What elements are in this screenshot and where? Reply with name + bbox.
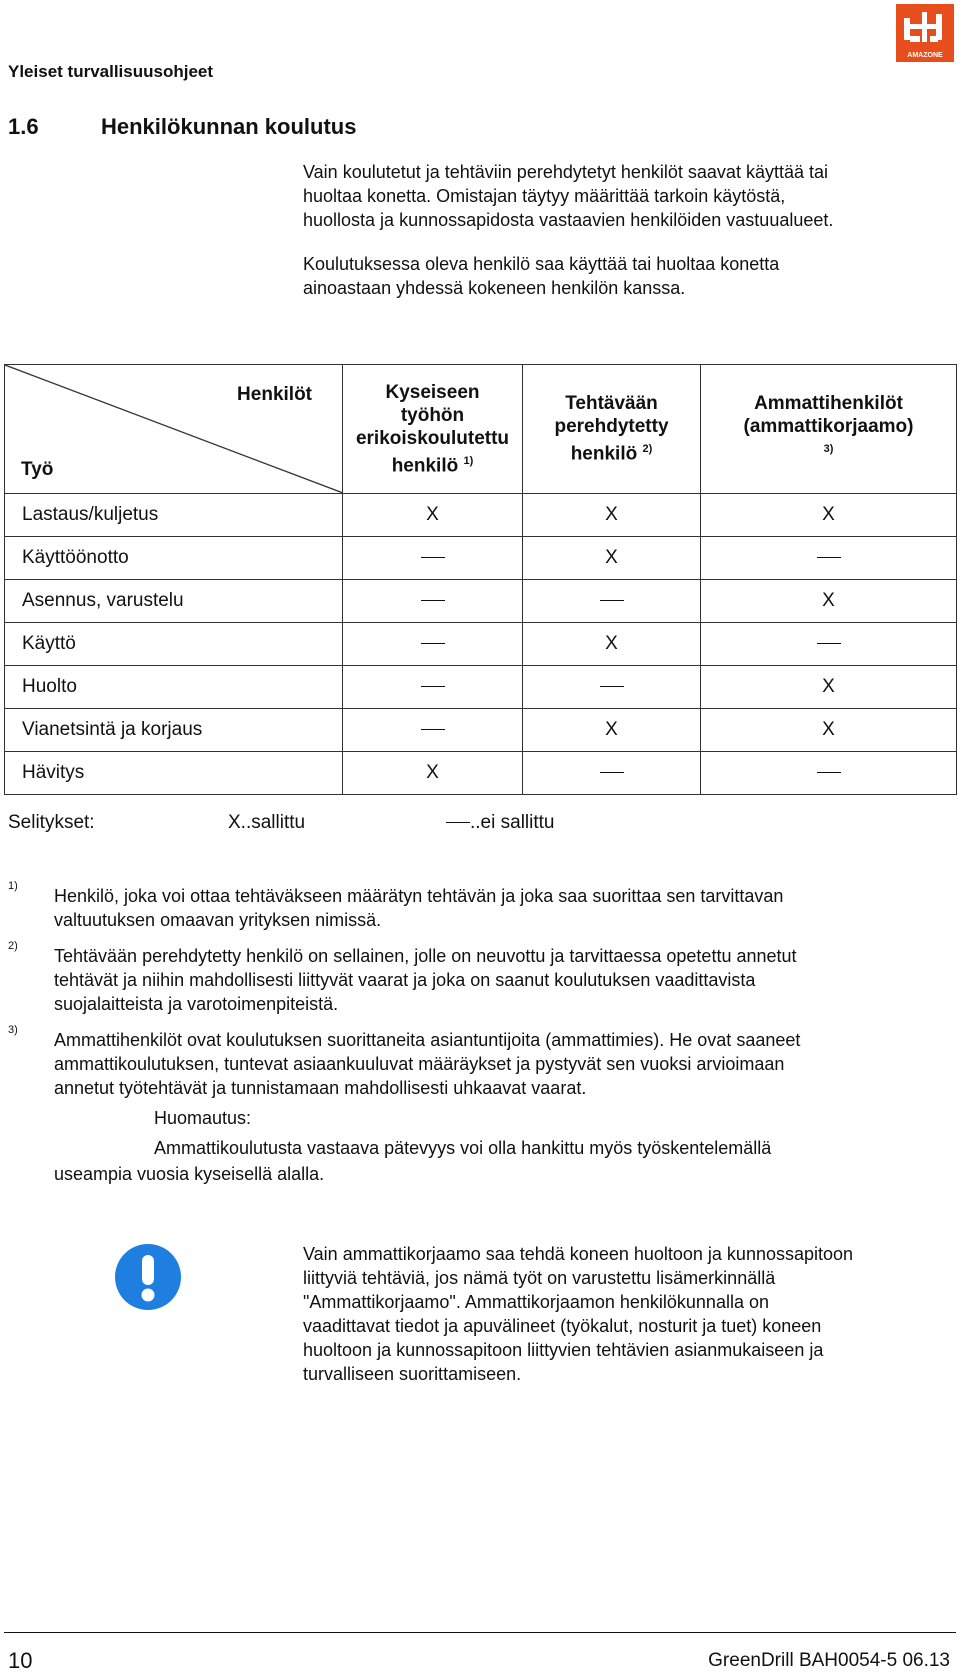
text-line: huollosta ja kunnossapidosta vastaavien henkilöiden vastuualueet. — [303, 210, 834, 230]
row-label: Vianetsintä ja korjaus — [5, 709, 343, 752]
not-allowed-cell — [343, 537, 523, 580]
text-line: turvalliseen suorittamiseen. — [303, 1364, 522, 1384]
legend-not-allowed — [446, 812, 554, 834]
table-body — [5, 494, 957, 795]
legend-not-allowed-text: ..ei sallittu — [470, 812, 555, 833]
text-line: tehtävät ja niihin mahdollisesti liittyvät vaarat ja joka on saanut koulutuksen vaadittavista — [54, 970, 756, 990]
table-row — [5, 752, 957, 795]
allowed-cell: X — [343, 494, 523, 537]
amazone-logo — [896, 4, 954, 62]
header-line: (ammattikorjaamo) — [743, 416, 914, 438]
table-row — [5, 494, 957, 537]
document-id: GreenDrill BAH0054-5 06.13 — [708, 1650, 950, 1671]
legend-allowed: X..sallittu — [228, 812, 306, 833]
footnote-ref: 2) — [642, 443, 653, 456]
column-header — [701, 365, 957, 494]
note-line-2: useampia vuosia kyseisellä alalla. — [54, 1164, 325, 1184]
footer-rule — [4, 1632, 956, 1633]
text-line: ammattikoulutuksen, tuntevat asiaankuuluvat määräykset ja pystyvät sen vuoksi arvioimaan — [54, 1054, 785, 1074]
not-allowed-cell — [701, 623, 957, 666]
corner-cell — [5, 365, 343, 494]
not-allowed-cell — [523, 580, 701, 623]
dash-symbol — [421, 643, 445, 644]
table-header-row — [5, 365, 957, 494]
text-line: annetut työtehtävät ja tunnistamaan mahdollisesti uhkaavat vaarat. — [54, 1078, 587, 1098]
header-line: erikoiskoulutettu — [355, 427, 510, 449]
row-label: Käyttö — [5, 623, 343, 666]
not-allowed-cell — [343, 580, 523, 623]
text-line: huoltoon ja kunnossapitoon liittyvien tehtävien asianmukaiseen ja — [303, 1340, 824, 1360]
column-header — [343, 365, 523, 494]
page-number: 10 — [8, 1648, 33, 1673]
footnote-3 — [54, 1028, 944, 1100]
row-label: Asennus, varustelu — [5, 580, 343, 623]
dash-symbol — [421, 557, 445, 558]
not-allowed-cell — [343, 623, 523, 666]
text-line: Ammattihenkilöt ovat koulutuksen suorittaneita asiantuntijoita (ammattimies). He ovat saaneet — [54, 1030, 801, 1050]
not-allowed-cell — [523, 666, 701, 709]
legend-label: Selitykset: — [8, 812, 95, 833]
dash-symbol — [600, 686, 624, 687]
header-line: henkilö — [570, 443, 638, 465]
text-line: liittyviä tehtäviä, jos nämä työt on varustettu lisämerkinnällä — [303, 1268, 776, 1288]
allowed-cell: X — [701, 494, 957, 537]
section-title: Henkilökunnan koulutus — [101, 114, 357, 139]
allowed-cell: X — [523, 709, 701, 752]
not-allowed-cell — [343, 709, 523, 752]
text-line: valtuutuksen omaavan yrityksen nimissä. — [54, 910, 382, 930]
dash-symbol — [446, 822, 470, 823]
text-line: Henkilö, joka voi ottaa tehtäväkseen määrätyn tehtävän ja joka saa suorittaa sen tarvittavan — [54, 886, 784, 906]
logo-wordmark: AMAZONE — [907, 52, 943, 59]
dash-symbol — [600, 600, 624, 601]
text-line: huoltaa konetta. Omistajan täytyy määrittää tarkoin käytöstä, — [303, 186, 786, 206]
footnote-1 — [54, 884, 944, 932]
text-line: suojalaitteista ja varotoimenpiteistä. — [54, 994, 339, 1014]
dash-symbol — [421, 686, 445, 687]
not-allowed-cell — [343, 666, 523, 709]
header-line: Kyseiseen — [385, 381, 480, 403]
table-row — [5, 709, 957, 752]
row-label: Hävitys — [5, 752, 343, 795]
table-row — [5, 580, 957, 623]
dash-symbol — [600, 772, 624, 773]
footnote-2 — [54, 944, 944, 1016]
header-line: Ammattihenkilöt — [754, 393, 903, 415]
header-tyo: Työ — [21, 459, 54, 480]
dash-symbol — [817, 557, 841, 558]
footnote-mark: 1) — [8, 880, 18, 892]
text-line: ainoastaan yhdessä kokeneen henkilön kanssa. — [303, 278, 686, 298]
row-label: Käyttöönotto — [5, 537, 343, 580]
text-line: vaadittavat tiedot ja apuvälineet (työkalut, nosturit ja tuet) koneen — [303, 1316, 822, 1336]
info-paragraph — [303, 1242, 953, 1386]
not-allowed-cell — [701, 537, 957, 580]
row-label: Huolto — [5, 666, 343, 709]
header-henkilot: Henkilöt — [237, 384, 312, 405]
allowed-cell: X — [701, 666, 957, 709]
table-row — [5, 623, 957, 666]
not-allowed-cell — [701, 752, 957, 795]
footnote-ref: 3) — [823, 443, 834, 456]
not-allowed-cell — [523, 752, 701, 795]
footnote-ref: 1) — [463, 454, 474, 467]
allowed-cell: X — [523, 494, 701, 537]
text-line: Koulutuksessa oleva henkilö saa käyttää tai huoltaa konetta — [303, 254, 780, 274]
intro-paragraph-2 — [303, 252, 943, 300]
text-line: Tehtävään perehdytetty henkilö on sellainen, jolle on neuvottu ja tarvittaessa opetettu annetut — [54, 946, 797, 966]
table-row — [5, 666, 957, 709]
dash-symbol — [817, 772, 841, 773]
qualification-table — [4, 364, 957, 795]
dash-symbol — [421, 600, 445, 601]
header-line: työhön — [400, 404, 465, 426]
note-line-1: Ammattikoulutusta vastaava pätevyys voi olla hankittu myös työskentelemällä — [154, 1138, 772, 1158]
footnote-mark: 3) — [8, 1024, 18, 1036]
footnote-mark: 2) — [8, 940, 18, 952]
allowed-cell: X — [523, 623, 701, 666]
header-line: henkilö — [391, 455, 459, 477]
text-line: Vain koulutetut ja tehtäviin perehdytetyt henkilöt saavat käyttää tai — [303, 162, 828, 182]
text-line: "Ammattikorjaamo". Ammattikorjaamon henkilökunnalla on — [303, 1292, 769, 1312]
running-header: Yleiset turvallisuusohjeet — [8, 62, 214, 81]
allowed-cell: X — [701, 580, 957, 623]
dash-symbol — [421, 729, 445, 730]
allowed-cell: X — [701, 709, 957, 752]
column-header — [523, 365, 701, 494]
text-line: Vain ammattikorjaamo saa tehdä koneen huoltoon ja kunnossapitoon — [303, 1244, 854, 1264]
exclamation-icon — [114, 1243, 182, 1316]
header-line: Tehtävään — [565, 393, 658, 415]
header-line: perehdytetty — [554, 416, 669, 438]
allowed-cell: X — [523, 537, 701, 580]
row-label: Lastaus/kuljetus — [5, 494, 343, 537]
section-number: 1.6 — [8, 114, 39, 139]
table-row — [5, 537, 957, 580]
dash-symbol — [817, 643, 841, 644]
note-label: Huomautus: — [154, 1108, 252, 1128]
allowed-cell: X — [343, 752, 523, 795]
intro-paragraph-1 — [303, 160, 943, 232]
